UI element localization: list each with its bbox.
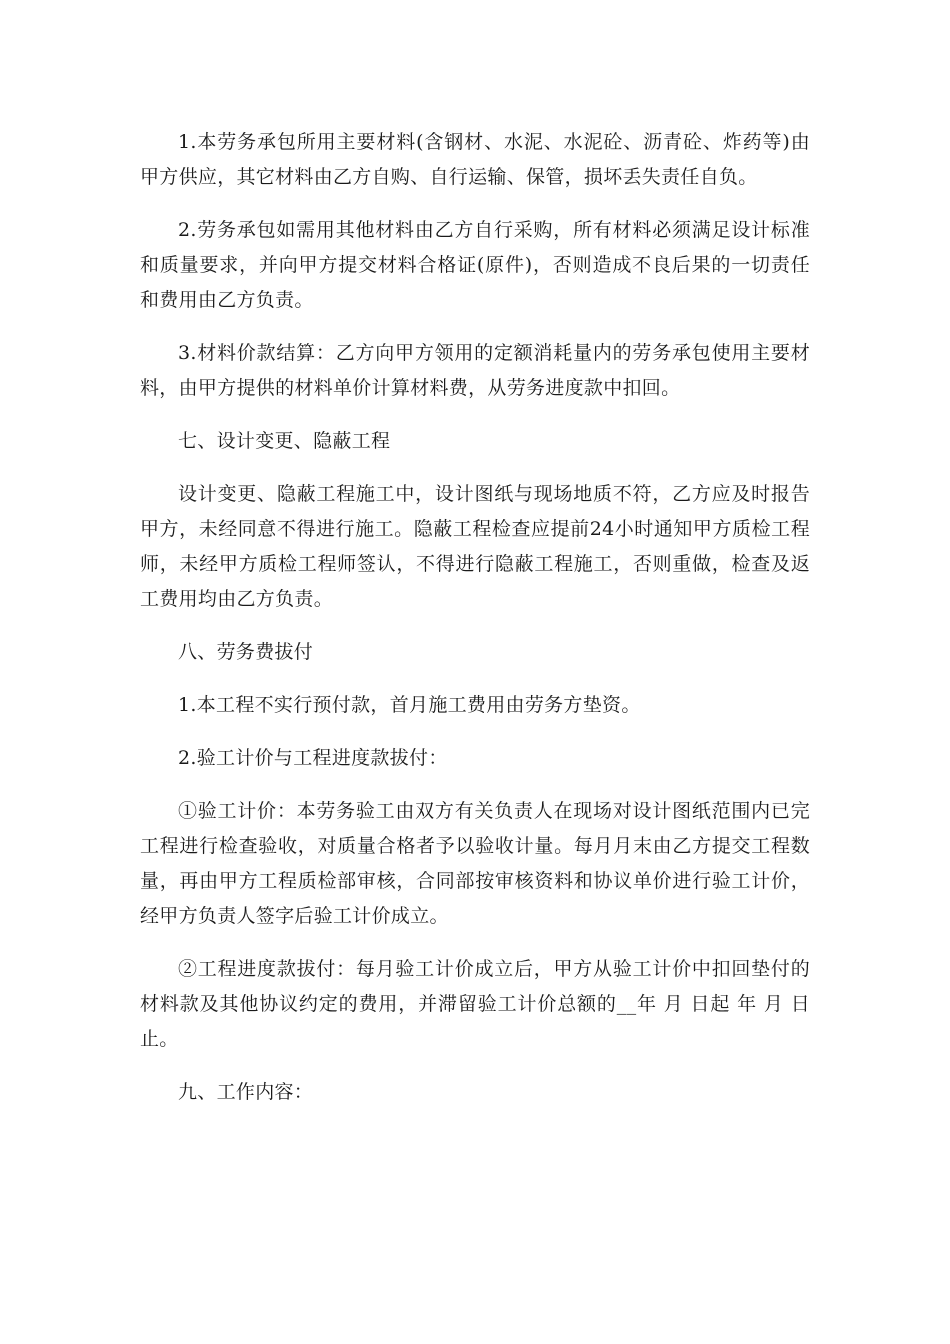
section-heading-labor-payment: 八、劳务费拔付 — [178, 641, 314, 663]
paragraph-material-supply: 1.本劳务承包所用主要材料(含钢材、水泥、水泥砼、沥青砼、炸药等)由甲方供应，其它材料由乙方自购、自行运输、保管，损坏丢失责任自负。 — [140, 131, 810, 188]
paragraph-material-purchase: 2.劳务承包如需用其他材料由乙方自行采购，所有材料必须满足设计标准和质量要求，并向甲方提交材料合格证(原件)，否则造成不良后果的一切责任和费用由乙方负责。 — [140, 219, 810, 311]
paragraph-material-settlement: 3.材料价款结算：乙方向甲方领用的定额消耗量内的劳务承包使用主要材料，由甲方提供的材料单价计算材料费，从劳务进度款中扣回。 — [140, 342, 810, 399]
paragraph-no-prepayment: 1.本工程不实行预付款，首月施工费用由劳务方垫资。 — [178, 694, 641, 716]
paragraph-valuation: ①验工计价：本劳务验工由双方有关负责人在现场对设计图纸范围内已完工程进行检查验收，对质量合格者予以验收计量。每月月末由乙方提交工程数量，再由甲方工程质检部审核，合同部按审核资料和协议单价进行验工计价，经甲方负责人签字后验工计价成立。 — [140, 800, 810, 927]
paragraph-progress-payment: ②工程进度款拔付：每月验工计价成立后，甲方从验工计价中扣回垫付的材料款及其他协议约定的费用，并滞留验工计价总额的__年 月 日起 年 月 日止。 — [140, 958, 810, 1050]
section-heading-work-content: 九、工作内容： — [178, 1081, 314, 1103]
paragraph-valuation-heading: 2.验工计价与工程进度款拔付： — [178, 747, 448, 769]
paragraph-design-change: 设计变更、隐蔽工程施工中，设计图纸与现场地质不符，乙方应及时报告甲方，未经同意不得进行施工。隐蔽工程检查应提前24小时通知甲方质检工程师，未经甲方质检工程师签认，不得进行隐蔽工程施工，否则重做，检查及返工费用均由乙方负责。 — [140, 483, 810, 610]
section-heading-design-change: 七、设计变更、隐蔽工程 — [178, 430, 391, 452]
